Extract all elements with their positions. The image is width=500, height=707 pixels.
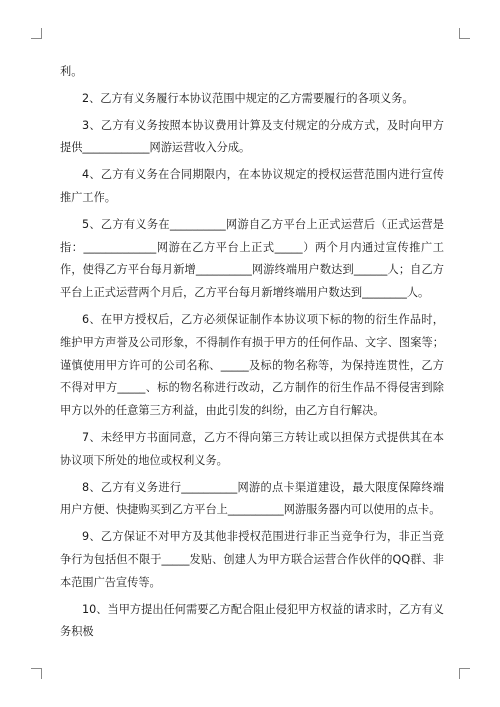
clause-3: 3、乙方有义务按照本协议费用计算及支付规定的分成方式，及时向甲方提供____________网游运营收入分成。 xyxy=(60,118,444,155)
clause-9: 9、乙方保证不对甲方及其他非授权范围进行非正当竞争行为，非正当竞争行为包括但不限于_____发贴、创建人为甲方联合运营合作伙伴的QQ群、非本范围广告宣传等。 xyxy=(60,530,444,589)
clause-7: 7、未经甲方书面同意，乙方不得向第三方转让或以担保方式提供其在本协议项下所处的地位或权利义务。 xyxy=(60,430,444,467)
document-body xyxy=(60,61,444,648)
clause-8: 8、乙方有义务进行__________网游的点卡渠道建设，最大限度保障终端用户方便、快捷购买到乙方平台上__________网游服务器内可以使用的点卡。 xyxy=(60,480,444,517)
crop-mark-bottom-left xyxy=(31,668,42,679)
paragraph-continuation: 利。 xyxy=(60,65,83,78)
crop-mark-top-left xyxy=(31,28,42,39)
clause-2: 2、乙方有义务履行本协议范围中规定的乙方需要履行的各项义务。 xyxy=(82,91,414,105)
clause-5: 5、乙方有义务在__________网游自乙方平台上正式运营后（正式运营是指：_____________网游在乙方平台上正式_____）两个月内通过宣传推广工作，使得乙方平台每月新增__________网游终端用户数达到______人；自乙方平台上正式运营两个月后，乙方平台每月新增终端用户数达到________人。 xyxy=(60,217,444,300)
crop-mark-bottom-right xyxy=(459,668,470,679)
clause-10: 10、当甲方提出任何需要乙方配合阻止侵犯甲方权益的请求时，乙方有义务积极 xyxy=(60,602,444,639)
crop-mark-top-right xyxy=(459,28,470,39)
clause-6: 6、在甲方授权后，乙方必须保证制作本协议项下标的物的衍生作品时，维护甲方声誉及公司形象，不得制作有损于甲方的任何作品、文字、图案等；谨慎使用甲方许可的公司名称、_____及标的物名称等，为保持连贯性，乙方不得对甲方_____、标的物名称进行改动，乙方制作的衍生作品不得侵害到除甲方以外的任意第三方利益，由此引发的纠纷，由乙方自行解决。 xyxy=(60,312,444,418)
clause-4: 4、乙方有义务在合同期限内，在本协议规定的授权运营范围内进行宣传推广工作。 xyxy=(60,168,444,204)
